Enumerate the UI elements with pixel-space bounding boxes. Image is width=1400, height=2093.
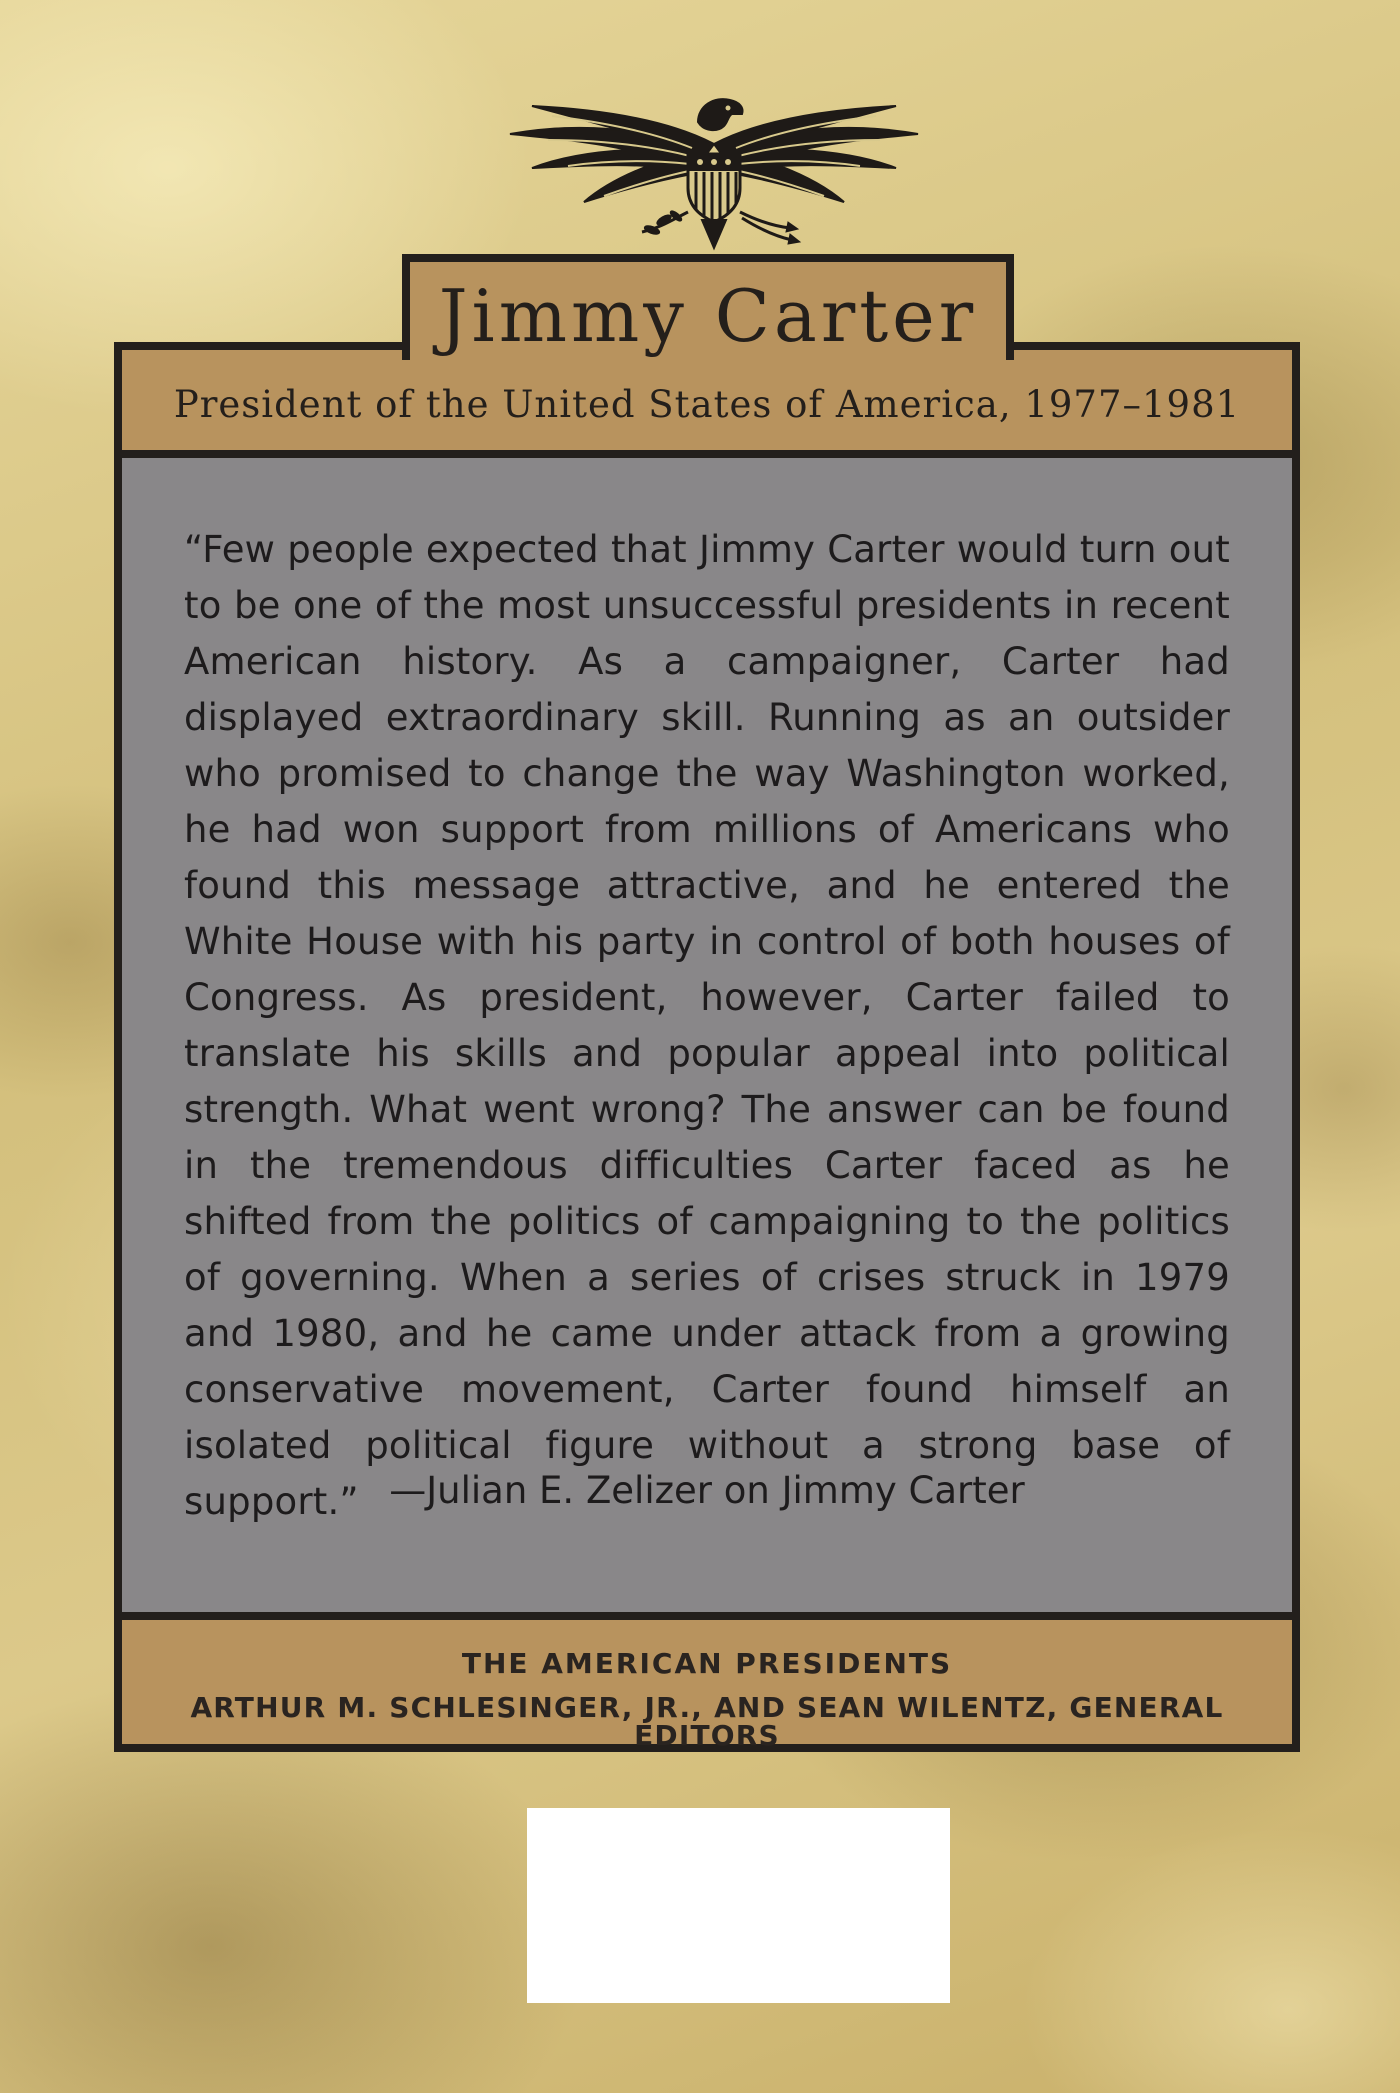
- series-title: THE AMERICAN PRESIDENTS: [461, 1647, 953, 1680]
- barcode-area: [527, 1808, 950, 2003]
- title-tab: [402, 254, 1014, 360]
- quote-attribution: —Julian E. Zelizer on Jimmy Carter: [389, 1469, 1025, 1512]
- book-subtitle: President of the United States of America, 1977–1981: [173, 383, 1241, 426]
- blurb-quote: “Few people expected that Jimmy Carter would turn out to be one of the most unsuccessful presidents in recent American history. As a campaigner, Carter had displayed extraordinary skill. Running as an outsider who promised to change the way Washington worked, he had won support from millions of Americans who found this message attractive, and he entered the White House with his party in control of both houses of Congress. As president, however, Carter failed to translate his skills and popular appeal into political strength. What went wrong? The answer can be found in the tremendous difficulties Carter faced as he shifted from the politics of campaigning to the politics of governing. When a series of crises struck in 1979 and 1980, and he came under attack from a growing conservative movement, Carter found himself an isolated political figure without a strong base of support.”: [184, 528, 1230, 1523]
- book-title: Jimmy Carter: [438, 274, 978, 358]
- quote-panel: [114, 450, 1300, 1620]
- eagle-emblem-icon: [492, 92, 936, 252]
- series-band: [114, 1612, 1300, 1752]
- series-editors: ARTHUR M. SCHLESINGER, JR., AND SEAN WILENTZ, GENERAL EDITORS: [190, 1691, 1224, 1752]
